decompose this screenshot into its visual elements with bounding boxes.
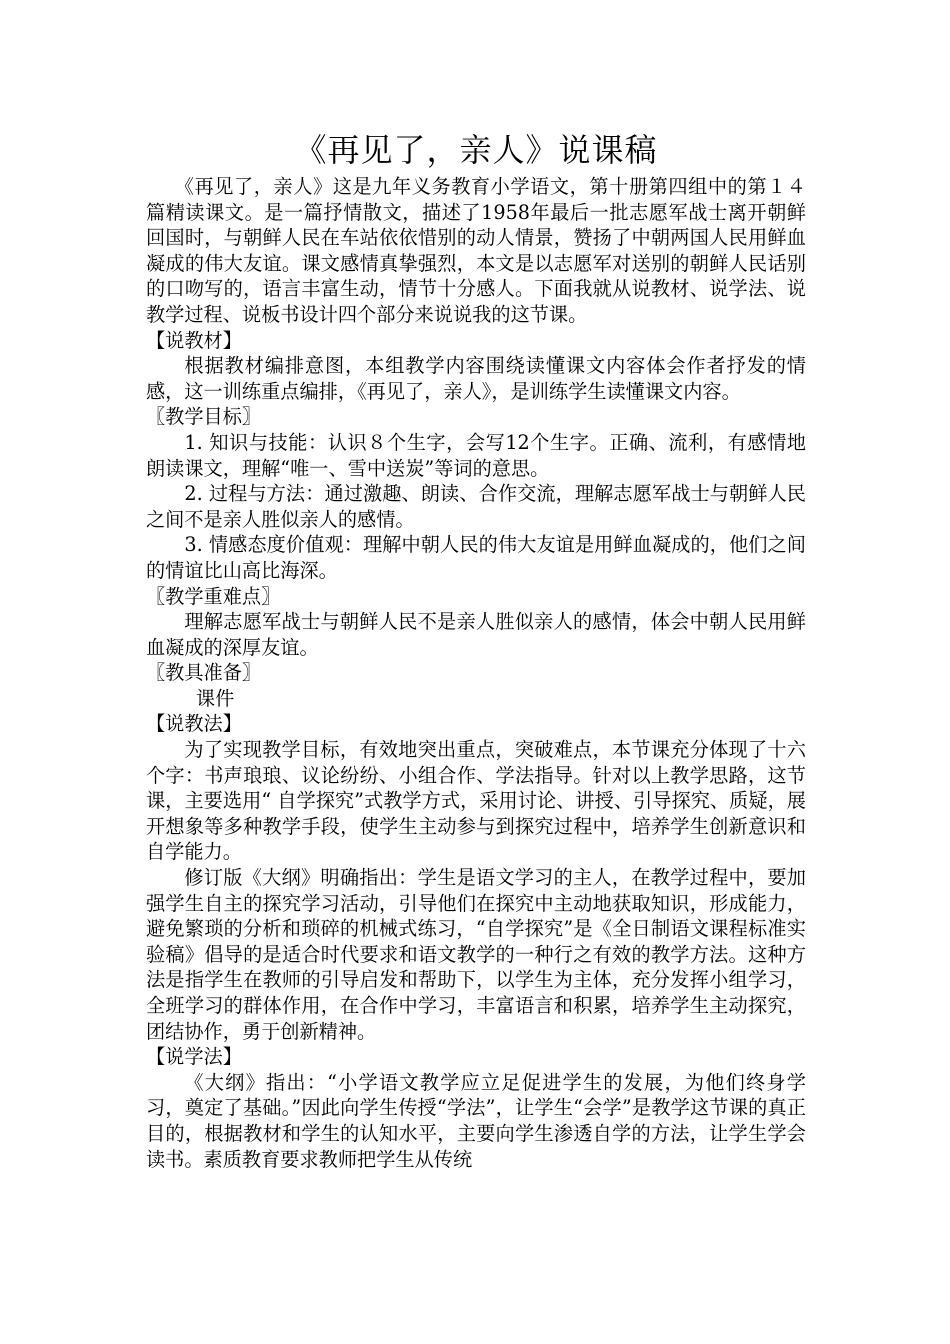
key-points-heading: 〖教学重难点〗 bbox=[146, 584, 281, 608]
goal-item-knowledge: 1. 知识与技能：认识８个生字，会写12个生字。正确、流利，有感情地朗读课文，理解“唯一、雪中送炭”等词的意思。 bbox=[146, 430, 806, 480]
document-page bbox=[146, 128, 806, 1172]
goal-item-attitude: 3. 情感态度价值观：理解中朝人民的伟大友谊是用鲜血凝成的，他们之间的情谊比山高比海深。 bbox=[146, 533, 806, 582]
materials-heading: 〖教具准备〗 bbox=[146, 661, 262, 685]
section-heading-study: 【说学法】 bbox=[146, 1045, 242, 1069]
goal-item-process: 2. 过程与方法：通过激趣、朗读、合作交流，理解志愿军战士与朝鲜人民之间不是亲人胜似亲人的感情。 bbox=[146, 482, 806, 531]
intro-paragraph: 《再见了，亲人》这是九年义务教育小学语文，第十册第四组中的第１４篇精读课文。是一篇抒情散文，描述了1958年最后一批志愿军战士离开朝鲜回国时，与朝鲜人民在车站依依惜别的动人情景，赞扬了中朝两国人民用鲜血凝成的伟大友谊。课文感情真挚强烈，本文是以志愿军对送别的朝鲜人民话别的口吻写的，语言丰富生动，情节十分感人。下面我就从说教材、说学法、说教学过程、说板书设计四个部分来说说我的这节课。 bbox=[146, 175, 806, 326]
textbook-paragraph: 根据教材编排意图，本组教学内容围绕读懂课文内容体会作者抒发的情感，这一训练重点编排，《再见了，亲人》，是训练学生读懂课文内容。 bbox=[146, 354, 806, 403]
section-heading-textbook: 【说教材】 bbox=[146, 328, 242, 352]
document-title: 《再见了，亲人》说课稿 bbox=[294, 131, 658, 169]
section-heading-method: 【说教法】 bbox=[146, 712, 242, 736]
materials-item: 课件 bbox=[195, 686, 235, 710]
method-paragraph-2: 修订版《大纲》明确指出：学生是语文学习的主人，在教学过程中，要加强学生自主的探究学习活动，引导他们在探究中主动地获取知识，形成能力，避免繁琐的分析和琐碎的机械式练习，“自学探究”是《全日制语文课程标准实验稿》倡导的是适合时代要求和语文教学的一种行之有效的教学方法。这种方法是指学生在教师的引导启发和帮助下，以学生为主体，充分发挥小组学习，全班学习的群体作用，在合作中学习，丰富语言和积累，培养学生主动探究，团结协作，勇于创新精神。 bbox=[146, 866, 806, 1043]
key-points-paragraph: 理解志愿军战士与朝鲜人民不是亲人胜似亲人的感情，体会中朝人民用鲜血凝成的深厚友谊。 bbox=[146, 610, 806, 659]
goals-heading: 〖教学目标〗 bbox=[146, 405, 262, 429]
study-paragraph: 《大纲》指出：“小学语文教学应立足促进学生的发展，为他们终身学习，奠定了基础。”因此向学生传授“学法”，让学生“会学”是教学这节课的真正目的，根据教材和学生的认知水平，主要向学生渗透自学的方法，让学生学会读书。素质教育要求教师把学生从传统 bbox=[146, 1070, 806, 1171]
method-paragraph-1: 为了实现教学目标，有效地突出重点，突破难点，本节课充分体现了十六个字：书声琅琅、议论纷纷、小组合作、学法指导。针对以上教学思路，这节课，主要选用“ 自学探究”式教学方式，采用讨论、讲授、引导探究、质疑，展开想象等多种教学手段，使学生主动参与到探究过程中，培养学生创新意识和自学能力。 bbox=[146, 738, 806, 864]
